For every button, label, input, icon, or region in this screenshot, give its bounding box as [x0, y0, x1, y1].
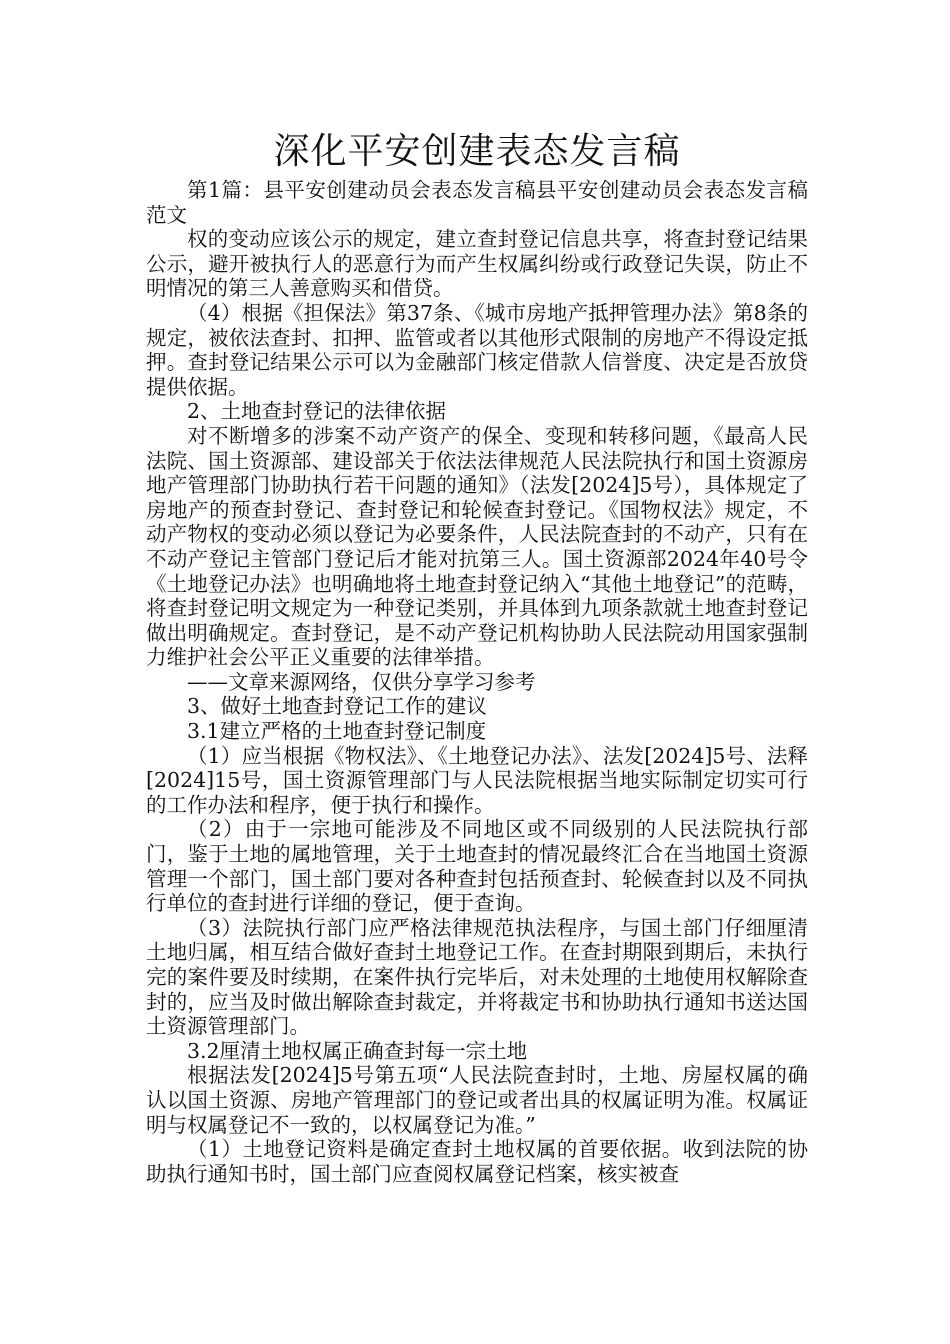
paragraph-11: （3）法院执行部门应严格法律规范执法程序，与国土部门仔细厘清土地归属，相互结合做好查封土地登记工作。在查封期限到期后，未执行完的案件要及时续期，在案件执行完毕后，对未处理的土地使用权解除查封的，应当及时做出解除查封裁定，并将裁定书和协助执行通知书送达国土资源管理部门。: [146, 915, 808, 1039]
paragraph-6: ——文章来源网络，仅供分享学习参考: [187, 669, 536, 694]
paragraph-10: （2）由于一宗地可能涉及不同地区或不同级别的人民法院执行部门，鉴于土地的属地管理，关于土地查封的情况最终汇合在当地国土资源管理一个部门，国土部门要对各种查封包括预查封、轮候查封以及不同执行单位的查封进行详细的登记，便于查询。: [146, 817, 808, 916]
paragraph-3: （4）根据《担保法》第37条、《城市房地产抵押管理办法》第8条的规定，被依法查封、扣押、监管或者以其他形式限制的房地产不得设定抵押。查封登记结果公示可以为金融部门核定借款人信誉度、决定是否放贷提供依据。: [146, 300, 808, 399]
document-page: [146, 128, 808, 1186]
paragraph-14: （1）土地登记资料是确定查封土地权属的首要依据。收到法院的协助执行通知书时，国土部门应查阅权属登记档案，核实被查: [146, 1137, 808, 1186]
paragraph-13: 根据法发[2024]5号第五项“人民法院查封时，土地、房屋权属的确认以国土资源、房地产管理部门的登记或者出具的权属证明为准。权属证明与权属登记不一致的，以权属登记为准。”: [146, 1063, 808, 1137]
paragraph-4: 2、土地查封登记的法律依据: [187, 399, 447, 424]
paragraph-7: 3、做好土地查封登记工作的建议: [187, 694, 488, 719]
paragraph-8: 3.1建立严格的土地查封登记制度: [187, 719, 487, 744]
paragraph-5: 对不断增多的涉案不动产资产的保全、变现和转移问题，《最高人民法院、国土资源部、建设部关于依法法律规范人民法院执行和国土资源房地产管理部门协助执行若干问题的通知》（法发[2024]5号），具体规定了房地产的预查封登记、查封登记和轮候查封登记。《国物权法》规定，不动产物权的变动必须以登记为必要条件，人民法院查封的不动产，只有在不动产登记主管部门登记后才能对抗第三人。国土资源部2024年40号令《土地登记办法》也明确地将土地查封登记纳入“其他土地登记”的范畴，将查封登记明文规定为一种登记类别，并具体到九项条款就土地查封登记做出明确规定。查封登记，是不动产登记机构协助人民法院动用国家强制力维护社会公平正义重要的法律举措。: [146, 423, 808, 670]
paragraph-9: （1）应当根据《物权法》、《土地登记办法》、法发[2024]5号、法释[2024]15号，国土资源管理部门与人民法院根据当地实际制定切实可行的工作办法和程序，便于执行和操作。: [146, 743, 808, 817]
document-title: 深化平安创建表态发言稿: [273, 131, 681, 172]
paragraph-12: 3.2厘清土地权属正确查封每一宗土地: [187, 1038, 528, 1063]
paragraph-2: 权的变动应该公示的规定，建立查封登记信息共享，将查封登记结果公示，避开被执行人的恶意行为而产生权属纠纷或行政登记失误，防止不明情况的第三人善意购买和借贷。: [146, 227, 808, 301]
paragraph-1: 第1篇：县平安创建动员会表态发言稿县平安创建动员会表态发言稿范文: [146, 178, 808, 227]
